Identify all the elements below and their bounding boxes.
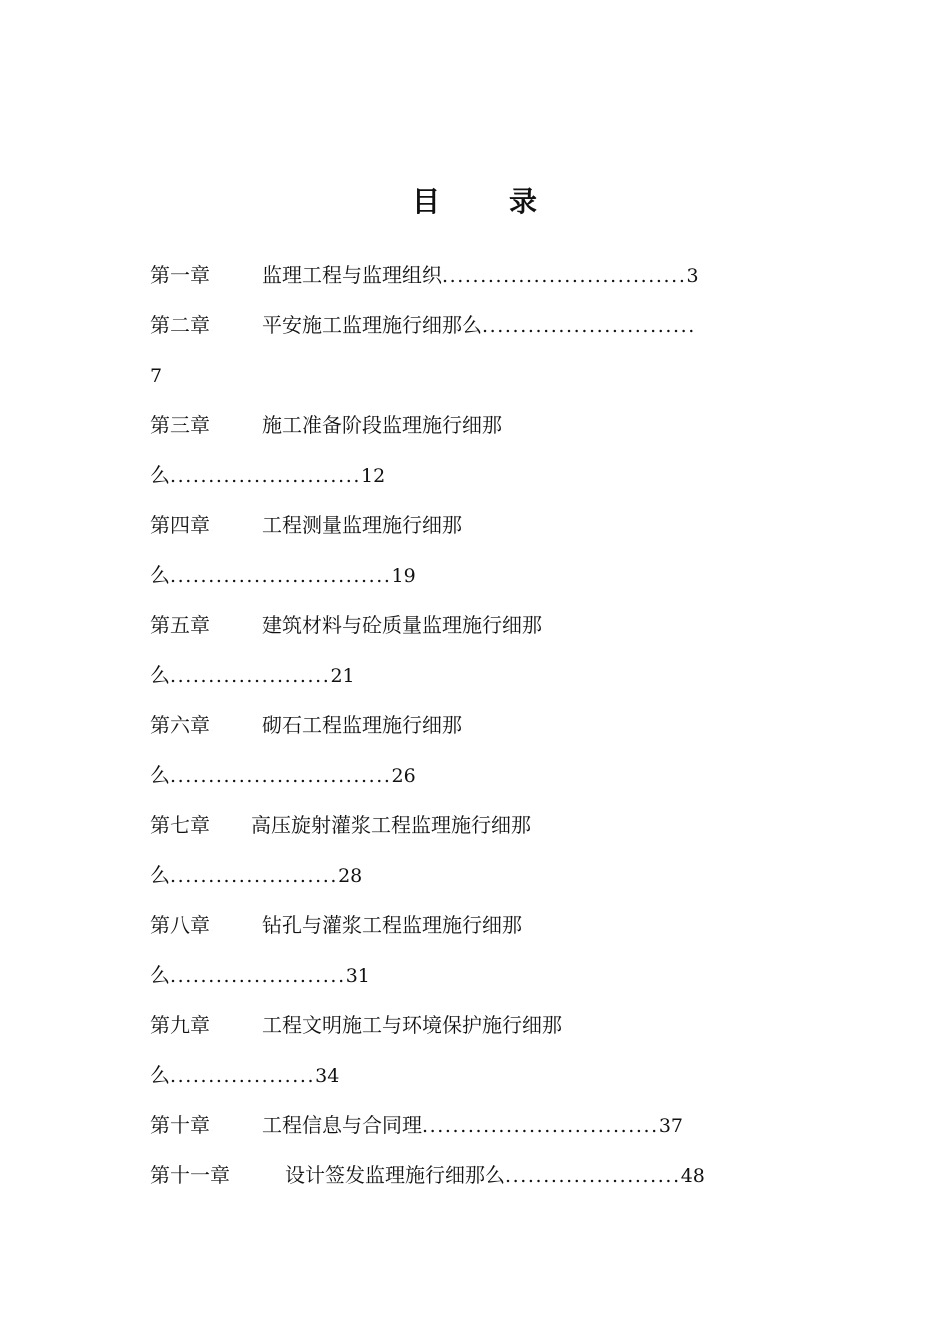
chapter-title: 平安施工监理施行细那么 xyxy=(262,313,482,337)
toc-entry-9-continued xyxy=(150,1055,840,1105)
page-number: 26 xyxy=(391,765,416,787)
chapter-title-continued: 么 xyxy=(150,763,170,787)
page-number: 31 xyxy=(345,965,370,987)
toc-entry-8-continued xyxy=(150,955,840,1005)
page-number: 3 xyxy=(686,265,699,287)
leader-dots: ...................... xyxy=(170,865,339,887)
page-number: 21 xyxy=(330,665,355,687)
chapter-title: 高压旋射灌浆工程监理施行细那 xyxy=(251,813,531,837)
toc-entry-5-continued xyxy=(150,655,840,705)
chapter-title-continued: 么 xyxy=(150,563,170,587)
page-number: 28 xyxy=(338,865,363,887)
leader-dots: ................... xyxy=(170,1065,316,1087)
chapter-title: 监理工程与监理组织 xyxy=(262,263,442,287)
toc-entry-11[interactable] xyxy=(150,1155,840,1205)
chapter-number: 第三章 xyxy=(150,413,210,437)
leader-dots: ....................... xyxy=(505,1165,681,1187)
chapter-number: 第四章 xyxy=(150,513,210,537)
chapter-number: 第一章 xyxy=(150,263,210,287)
leader-dots: ............................. xyxy=(170,765,392,787)
chapter-title-continued: 么 xyxy=(150,663,170,687)
leader-dots: ....................... xyxy=(170,965,346,987)
chapter-title: 砌石工程监理施行细那 xyxy=(262,713,462,737)
leader-dots: ............................ xyxy=(482,315,696,337)
chapter-title-continued: 么 xyxy=(150,863,170,887)
chapter-number: 第八章 xyxy=(150,913,210,937)
chapter-title-continued: 么 xyxy=(150,463,170,487)
toc-entry-4-continued xyxy=(150,555,840,605)
leader-dots: ............................. xyxy=(170,565,392,587)
page-number: 34 xyxy=(315,1065,340,1087)
toc-entry-4[interactable] xyxy=(150,505,840,555)
toc-entry-3-continued xyxy=(150,455,840,505)
leader-dots: ......................... xyxy=(170,465,361,487)
chapter-number: 第十一章 xyxy=(150,1163,230,1187)
toc-entry-5[interactable] xyxy=(150,605,840,655)
chapter-number: 第九章 xyxy=(150,1013,210,1037)
chapter-title-continued: 么 xyxy=(150,1063,170,1087)
page-number: 7 xyxy=(150,365,163,387)
chapter-number: 第五章 xyxy=(150,613,210,637)
chapter-number: 第六章 xyxy=(150,713,210,737)
chapter-title: 建筑材料与砼质量监理施行细那 xyxy=(262,613,542,637)
leader-dots: ................................ xyxy=(442,265,687,287)
page-number: 12 xyxy=(361,465,386,487)
chapter-number: 第十章 xyxy=(150,1113,210,1137)
chapter-title-continued: 么 xyxy=(150,963,170,987)
chapter-title: 工程文明施工与环境保护施行细那 xyxy=(262,1013,562,1037)
toc-entry-1[interactable] xyxy=(150,255,840,305)
toc-entry-6[interactable] xyxy=(150,705,840,755)
chapter-title: 设计签发监理施行细那么 xyxy=(285,1163,505,1187)
chapter-title: 工程测量监理施行细那 xyxy=(262,513,462,537)
page-number: 37 xyxy=(658,1115,684,1137)
toc-entry-7-continued xyxy=(150,855,840,905)
table-of-contents xyxy=(150,255,840,1205)
page-number: 19 xyxy=(391,565,416,587)
title-char-2: 录 xyxy=(509,185,539,218)
toc-entry-2-continued xyxy=(150,355,840,405)
toc-entry-9[interactable] xyxy=(150,1005,840,1055)
leader-dots: ..................... xyxy=(170,665,331,687)
toc-entry-7[interactable] xyxy=(150,805,840,855)
page-number: 48 xyxy=(680,1165,705,1187)
chapter-title: 施工准备阶段监理施行细那 xyxy=(262,413,502,437)
toc-entry-3[interactable] xyxy=(150,405,840,455)
title-char-1: 目 xyxy=(411,185,441,218)
toc-entry-2[interactable] xyxy=(150,305,840,355)
chapter-title: 钻孔与灌浆工程监理施行细那 xyxy=(262,913,522,937)
page-title xyxy=(0,182,950,222)
toc-entry-10[interactable] xyxy=(150,1105,840,1155)
chapter-number: 第二章 xyxy=(150,313,210,337)
toc-entry-6-continued xyxy=(150,755,840,805)
chapter-number: 第七章 xyxy=(150,813,210,837)
leader-dots: ............................... xyxy=(422,1115,659,1137)
chapter-title: 工程信息与合同理 xyxy=(262,1113,422,1137)
toc-entry-8[interactable] xyxy=(150,905,840,955)
